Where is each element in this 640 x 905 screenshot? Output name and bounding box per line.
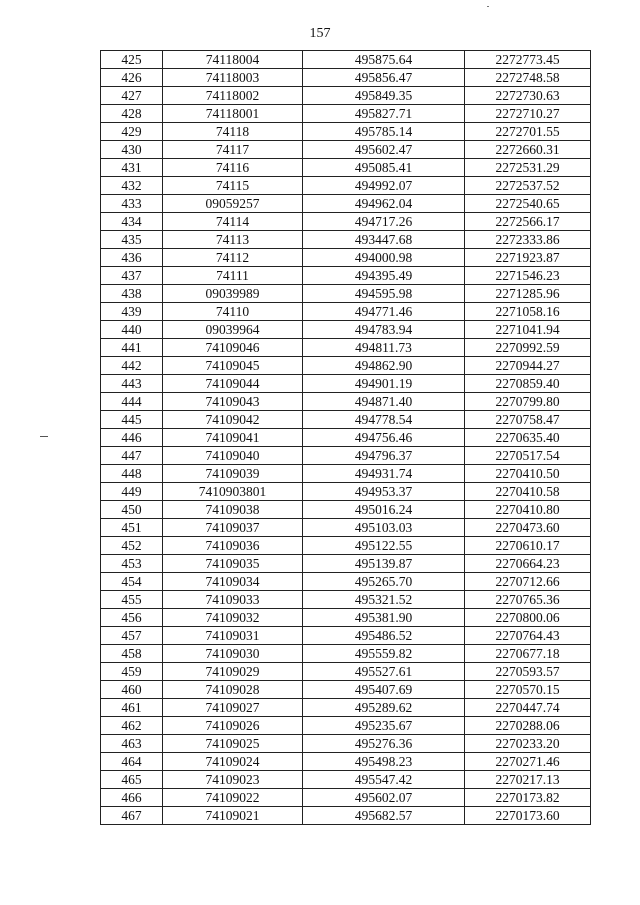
point-id-cell: 74109028 [163, 681, 303, 699]
point-number-cell: 437 [101, 267, 163, 285]
point-id-cell: 74117 [163, 141, 303, 159]
table-row [101, 141, 591, 159]
point-id-cell: 74118004 [163, 51, 303, 69]
point-number-cell: 459 [101, 663, 163, 681]
table-row [101, 267, 591, 285]
y-coordinate-cell: 2270859.40 [465, 375, 591, 393]
table-row [101, 483, 591, 501]
point-id-cell: 74115 [163, 177, 303, 195]
x-coordinate-cell: 494771.46 [303, 303, 465, 321]
x-coordinate-cell: 495265.70 [303, 573, 465, 591]
x-coordinate-cell: 495085.41 [303, 159, 465, 177]
table-row [101, 411, 591, 429]
y-coordinate-cell: 2270765.36 [465, 591, 591, 609]
y-coordinate-cell: 2272531.29 [465, 159, 591, 177]
point-number-cell: 439 [101, 303, 163, 321]
point-id-cell: 74109036 [163, 537, 303, 555]
point-number-cell: 458 [101, 645, 163, 663]
y-coordinate-cell: 2270593.57 [465, 663, 591, 681]
point-id-cell: 74118 [163, 123, 303, 141]
table-row [101, 537, 591, 555]
point-number-cell: 446 [101, 429, 163, 447]
y-coordinate-cell: 2272710.27 [465, 105, 591, 123]
x-coordinate-cell: 494595.98 [303, 285, 465, 303]
x-coordinate-cell: 495103.03 [303, 519, 465, 537]
table-row [101, 195, 591, 213]
point-id-cell: 74109024 [163, 753, 303, 771]
table-row [101, 87, 591, 105]
x-coordinate-cell: 493447.68 [303, 231, 465, 249]
table-row [101, 465, 591, 483]
x-coordinate-cell: 494962.04 [303, 195, 465, 213]
x-coordinate-cell: 495559.82 [303, 645, 465, 663]
x-coordinate-cell: 494395.49 [303, 267, 465, 285]
x-coordinate-cell: 494783.94 [303, 321, 465, 339]
y-coordinate-cell: 2270410.50 [465, 465, 591, 483]
point-number-cell: 428 [101, 105, 163, 123]
point-number-cell: 442 [101, 357, 163, 375]
point-id-cell: 74109042 [163, 411, 303, 429]
table-row [101, 177, 591, 195]
point-id-cell: 74109043 [163, 393, 303, 411]
point-id-cell: 09039989 [163, 285, 303, 303]
point-number-cell: 461 [101, 699, 163, 717]
point-id-cell: 74109033 [163, 591, 303, 609]
x-coordinate-cell: 495849.35 [303, 87, 465, 105]
table-row [101, 429, 591, 447]
x-coordinate-cell: 495498.23 [303, 753, 465, 771]
table-row [101, 717, 591, 735]
point-number-cell: 429 [101, 123, 163, 141]
y-coordinate-cell: 2270288.06 [465, 717, 591, 735]
y-coordinate-cell: 2270173.82 [465, 789, 591, 807]
point-id-cell: 74110 [163, 303, 303, 321]
x-coordinate-cell: 495321.52 [303, 591, 465, 609]
table-row [101, 753, 591, 771]
point-number-cell: 463 [101, 735, 163, 753]
point-id-cell: 74109025 [163, 735, 303, 753]
table-row [101, 789, 591, 807]
x-coordinate-cell: 495407.69 [303, 681, 465, 699]
point-number-cell: 448 [101, 465, 163, 483]
y-coordinate-cell: 2270764.43 [465, 627, 591, 645]
point-number-cell: 425 [101, 51, 163, 69]
point-number-cell: 440 [101, 321, 163, 339]
point-id-cell: 74113 [163, 231, 303, 249]
point-number-cell: 465 [101, 771, 163, 789]
y-coordinate-cell: 2271923.87 [465, 249, 591, 267]
y-coordinate-cell: 2272773.45 [465, 51, 591, 69]
point-id-cell: 74109032 [163, 609, 303, 627]
table-row [101, 681, 591, 699]
table-row [101, 501, 591, 519]
table-row [101, 591, 591, 609]
x-coordinate-cell: 494931.74 [303, 465, 465, 483]
table-row [101, 69, 591, 87]
point-id-cell: 74118001 [163, 105, 303, 123]
x-coordinate-cell: 495235.67 [303, 717, 465, 735]
point-number-cell: 435 [101, 231, 163, 249]
point-id-cell: 74109046 [163, 339, 303, 357]
table-row [101, 51, 591, 69]
x-coordinate-cell: 495381.90 [303, 609, 465, 627]
x-coordinate-cell: 494862.90 [303, 357, 465, 375]
y-coordinate-cell: 2270517.54 [465, 447, 591, 465]
y-coordinate-cell: 2270217.13 [465, 771, 591, 789]
table-row [101, 231, 591, 249]
point-number-cell: 449 [101, 483, 163, 501]
y-coordinate-cell: 2270233.20 [465, 735, 591, 753]
point-id-cell: 74109044 [163, 375, 303, 393]
point-number-cell: 462 [101, 717, 163, 735]
x-coordinate-cell: 495827.71 [303, 105, 465, 123]
table-row [101, 699, 591, 717]
y-coordinate-cell: 2272537.52 [465, 177, 591, 195]
table-row [101, 357, 591, 375]
y-coordinate-cell: 2272660.31 [465, 141, 591, 159]
point-number-cell: 431 [101, 159, 163, 177]
y-coordinate-cell: 2270447.74 [465, 699, 591, 717]
table-row [101, 303, 591, 321]
point-number-cell: 457 [101, 627, 163, 645]
point-number-cell: 433 [101, 195, 163, 213]
point-number-cell: 426 [101, 69, 163, 87]
x-coordinate-cell: 495486.52 [303, 627, 465, 645]
x-coordinate-cell: 494756.46 [303, 429, 465, 447]
table-row [101, 375, 591, 393]
point-number-cell: 450 [101, 501, 163, 519]
point-number-cell: 430 [101, 141, 163, 159]
table-row [101, 285, 591, 303]
y-coordinate-cell: 2272701.55 [465, 123, 591, 141]
y-coordinate-cell: 2270800.06 [465, 609, 591, 627]
y-coordinate-cell: 2271285.96 [465, 285, 591, 303]
scan-speck [487, 6, 489, 7]
point-id-cell: 74109026 [163, 717, 303, 735]
point-number-cell: 454 [101, 573, 163, 591]
y-coordinate-cell: 2272748.58 [465, 69, 591, 87]
point-id-cell: 74109037 [163, 519, 303, 537]
y-coordinate-cell: 2272566.17 [465, 213, 591, 231]
y-coordinate-cell: 2270271.46 [465, 753, 591, 771]
table-row [101, 573, 591, 591]
table-row [101, 735, 591, 753]
x-coordinate-cell: 495856.47 [303, 69, 465, 87]
point-id-cell: 74116 [163, 159, 303, 177]
margin-mark [40, 436, 48, 437]
table-row [101, 609, 591, 627]
point-number-cell: 456 [101, 609, 163, 627]
y-coordinate-cell: 2271058.16 [465, 303, 591, 321]
point-id-cell: 74109035 [163, 555, 303, 573]
table-row [101, 339, 591, 357]
table-row [101, 393, 591, 411]
point-number-cell: 438 [101, 285, 163, 303]
table-row [101, 555, 591, 573]
page-number: 157 [309, 26, 331, 41]
point-number-cell: 467 [101, 807, 163, 825]
point-number-cell: 460 [101, 681, 163, 699]
y-coordinate-cell: 2270799.80 [465, 393, 591, 411]
point-number-cell: 444 [101, 393, 163, 411]
point-id-cell: 74118003 [163, 69, 303, 87]
y-coordinate-cell: 2270992.59 [465, 339, 591, 357]
y-coordinate-cell: 2270944.27 [465, 357, 591, 375]
y-coordinate-cell: 2272333.86 [465, 231, 591, 249]
table-row [101, 663, 591, 681]
point-id-cell: 74109021 [163, 807, 303, 825]
y-coordinate-cell: 2272540.65 [465, 195, 591, 213]
point-number-cell: 455 [101, 591, 163, 609]
x-coordinate-cell: 495602.07 [303, 789, 465, 807]
point-number-cell: 441 [101, 339, 163, 357]
point-number-cell: 434 [101, 213, 163, 231]
x-coordinate-cell: 494953.37 [303, 483, 465, 501]
table-row [101, 321, 591, 339]
point-number-cell: 466 [101, 789, 163, 807]
x-coordinate-cell: 495602.47 [303, 141, 465, 159]
coordinates-table [100, 50, 591, 825]
table-row [101, 159, 591, 177]
point-number-cell: 447 [101, 447, 163, 465]
table-row [101, 645, 591, 663]
table-row [101, 213, 591, 231]
table-row [101, 519, 591, 537]
point-id-cell: 74109023 [163, 771, 303, 789]
point-number-cell: 452 [101, 537, 163, 555]
point-id-cell: 74109045 [163, 357, 303, 375]
x-coordinate-cell: 495527.61 [303, 663, 465, 681]
x-coordinate-cell: 495139.87 [303, 555, 465, 573]
point-id-cell: 74111 [163, 267, 303, 285]
y-coordinate-cell: 2272730.63 [465, 87, 591, 105]
x-coordinate-cell: 495016.24 [303, 501, 465, 519]
point-number-cell: 453 [101, 555, 163, 573]
point-number-cell: 445 [101, 411, 163, 429]
x-coordinate-cell: 495122.55 [303, 537, 465, 555]
x-coordinate-cell: 495289.62 [303, 699, 465, 717]
point-number-cell: 451 [101, 519, 163, 537]
table-row [101, 771, 591, 789]
point-number-cell: 464 [101, 753, 163, 771]
coordinates-table-body [101, 51, 591, 825]
point-id-cell: 74112 [163, 249, 303, 267]
x-coordinate-cell: 494811.73 [303, 339, 465, 357]
x-coordinate-cell: 495276.36 [303, 735, 465, 753]
x-coordinate-cell: 494717.26 [303, 213, 465, 231]
x-coordinate-cell: 494778.54 [303, 411, 465, 429]
y-coordinate-cell: 2270758.47 [465, 411, 591, 429]
x-coordinate-cell: 494000.98 [303, 249, 465, 267]
y-coordinate-cell: 2270410.80 [465, 501, 591, 519]
point-number-cell: 432 [101, 177, 163, 195]
point-id-cell: 74109030 [163, 645, 303, 663]
x-coordinate-cell: 494901.19 [303, 375, 465, 393]
table-row [101, 627, 591, 645]
y-coordinate-cell: 2270664.23 [465, 555, 591, 573]
point-id-cell: 74109039 [163, 465, 303, 483]
point-id-cell: 74118002 [163, 87, 303, 105]
point-id-cell: 74109031 [163, 627, 303, 645]
point-id-cell: 74114 [163, 213, 303, 231]
y-coordinate-cell: 2270570.15 [465, 681, 591, 699]
point-id-cell: 74109040 [163, 447, 303, 465]
point-id-cell: 74109029 [163, 663, 303, 681]
table-row [101, 447, 591, 465]
table-row [101, 123, 591, 141]
point-id-cell: 74109022 [163, 789, 303, 807]
point-number-cell: 443 [101, 375, 163, 393]
point-number-cell: 436 [101, 249, 163, 267]
point-id-cell: 74109027 [163, 699, 303, 717]
point-id-cell: 09059257 [163, 195, 303, 213]
y-coordinate-cell: 2270410.58 [465, 483, 591, 501]
point-number-cell: 427 [101, 87, 163, 105]
y-coordinate-cell: 2271546.23 [465, 267, 591, 285]
point-id-cell: 74109041 [163, 429, 303, 447]
y-coordinate-cell: 2271041.94 [465, 321, 591, 339]
table-row [101, 249, 591, 267]
x-coordinate-cell: 494992.07 [303, 177, 465, 195]
x-coordinate-cell: 495682.57 [303, 807, 465, 825]
y-coordinate-cell: 2270712.66 [465, 573, 591, 591]
point-id-cell: 74109038 [163, 501, 303, 519]
y-coordinate-cell: 2270635.40 [465, 429, 591, 447]
table-row [101, 105, 591, 123]
point-id-cell: 09039964 [163, 321, 303, 339]
x-coordinate-cell: 494796.37 [303, 447, 465, 465]
table-row [101, 807, 591, 825]
y-coordinate-cell: 2270677.18 [465, 645, 591, 663]
x-coordinate-cell: 495875.64 [303, 51, 465, 69]
x-coordinate-cell: 495547.42 [303, 771, 465, 789]
y-coordinate-cell: 2270610.17 [465, 537, 591, 555]
x-coordinate-cell: 495785.14 [303, 123, 465, 141]
y-coordinate-cell: 2270473.60 [465, 519, 591, 537]
y-coordinate-cell: 2270173.60 [465, 807, 591, 825]
x-coordinate-cell: 494871.40 [303, 393, 465, 411]
point-id-cell: 7410903801 [163, 483, 303, 501]
point-id-cell: 74109034 [163, 573, 303, 591]
